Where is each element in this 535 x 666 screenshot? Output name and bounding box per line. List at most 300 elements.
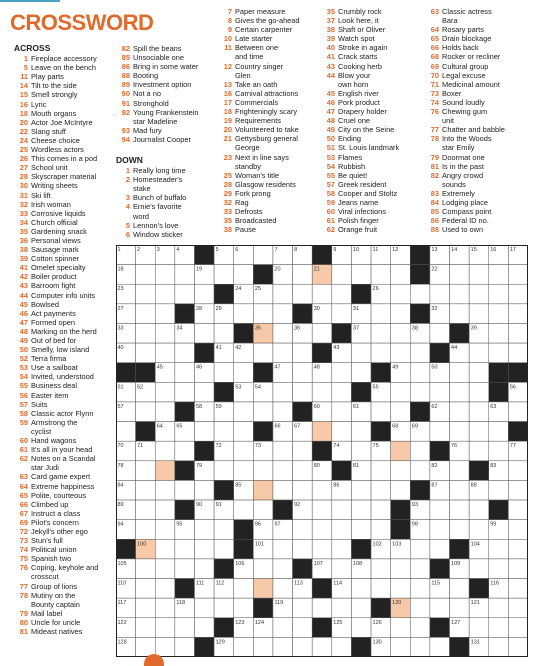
grid-cell[interactable] [175, 363, 195, 383]
grid-cell[interactable] [293, 539, 313, 559]
grid-cell[interactable] [234, 363, 254, 383]
clue-number: 90 [121, 89, 130, 99]
clue-text: Corrosive liquids [31, 208, 86, 218]
grid-cell[interactable] [489, 284, 509, 304]
grid-cell[interactable] [508, 480, 528, 500]
grid-cell[interactable] [136, 265, 156, 285]
grid-cell[interactable] [234, 402, 254, 422]
clue-number: 64 [19, 481, 28, 491]
grid-cell[interactable] [489, 598, 509, 618]
grid-cell[interactable] [508, 559, 528, 579]
grid-cell[interactable] [234, 265, 254, 285]
grid-cell[interactable] [273, 343, 293, 363]
down-clues-column-2 [218, 7, 318, 234]
grid-cell[interactable] [391, 559, 411, 579]
grid-cell[interactable] [450, 304, 470, 324]
grid-cell[interactable] [293, 520, 313, 540]
grid-number: 81 [352, 462, 360, 469]
grid-cell[interactable] [273, 323, 293, 343]
grid-cell[interactable] [253, 637, 273, 657]
grid-cell[interactable] [194, 520, 214, 540]
grid-cell[interactable] [253, 579, 273, 599]
grid-cell[interactable] [371, 343, 391, 363]
grid-cell[interactable] [351, 598, 371, 618]
grid-cell[interactable] [312, 539, 332, 559]
grid-cell[interactable] [293, 265, 313, 285]
grid-cell[interactable] [214, 422, 234, 442]
clue-text: Lyric [31, 99, 47, 109]
grid-cell[interactable] [273, 618, 293, 638]
grid-cell[interactable] [194, 598, 214, 618]
clue-item [321, 162, 423, 171]
grid-cell[interactable] [410, 637, 430, 657]
grid-cell[interactable] [469, 500, 489, 520]
grid-cell[interactable] [293, 382, 313, 402]
grid-cell[interactable] [450, 284, 470, 304]
grid-cell[interactable] [293, 284, 313, 304]
grid-cell[interactable] [508, 284, 528, 304]
grid-cell[interactable] [410, 579, 430, 599]
grid-cell[interactable] [351, 520, 371, 540]
grid-cell[interactable] [410, 618, 430, 638]
grid-cell[interactable] [136, 520, 156, 540]
grid-cell[interactable] [351, 363, 371, 383]
grid-cell[interactable] [312, 323, 332, 343]
grid-cell[interactable] [450, 598, 470, 618]
grid-cell[interactable] [469, 343, 489, 363]
grid-cell[interactable] [332, 598, 352, 618]
grid-cell[interactable] [371, 480, 391, 500]
grid-cell[interactable] [273, 402, 293, 422]
grid-cell[interactable] [469, 422, 489, 442]
grid-block [253, 363, 273, 383]
grid-cell[interactable] [234, 304, 254, 324]
grid-cell[interactable] [155, 598, 175, 618]
grid-cell[interactable] [430, 637, 450, 657]
grid-cell[interactable] [312, 480, 332, 500]
clue-item [321, 171, 423, 180]
grid-cell[interactable] [410, 539, 430, 559]
grid-cell[interactable] [371, 500, 391, 520]
clue-number: 28 [223, 179, 232, 189]
grid-cell[interactable] [430, 382, 450, 402]
grid-cell[interactable] [391, 618, 411, 638]
grid-cell[interactable] [214, 323, 234, 343]
grid-cell[interactable] [136, 480, 156, 500]
grid-cell[interactable] [214, 363, 234, 383]
clue-text: Stun's full [31, 536, 63, 546]
grid-cell[interactable] [136, 461, 156, 481]
clue-text: cyclist [31, 426, 52, 436]
grid-cell[interactable] [508, 323, 528, 343]
grid-cell[interactable] [253, 402, 273, 422]
clue-item [14, 127, 114, 136]
grid-cell[interactable] [391, 441, 411, 461]
grid-cell[interactable] [253, 461, 273, 481]
grid-cell[interactable] [391, 480, 411, 500]
grid-cell[interactable] [155, 559, 175, 579]
grid-cell[interactable] [391, 304, 411, 324]
grid-cell[interactable] [273, 461, 293, 481]
grid-cell[interactable] [469, 382, 489, 402]
clue-text: It's all in your head [31, 445, 93, 455]
grid-cell[interactable] [253, 343, 273, 363]
grid-cell[interactable] [430, 598, 450, 618]
grid-cell[interactable] [351, 343, 371, 363]
grid-cell[interactable] [508, 637, 528, 657]
grid-cell[interactable] [410, 598, 430, 618]
grid-number: 46 [195, 364, 203, 371]
grid-cell[interactable] [136, 618, 156, 638]
grid-cell[interactable] [312, 422, 332, 442]
grid-cell[interactable] [273, 480, 293, 500]
grid-cell[interactable] [450, 579, 470, 599]
grid-cell[interactable] [175, 559, 195, 579]
grid-cell[interactable] [312, 520, 332, 540]
grid-cell[interactable] [351, 500, 371, 520]
grid-cell[interactable] [489, 304, 509, 324]
grid-cell[interactable] [450, 520, 470, 540]
grid-cell[interactable] [136, 500, 156, 520]
grid-cell[interactable] [469, 265, 489, 285]
grid-cell[interactable] [155, 402, 175, 422]
grid-cell[interactable] [371, 323, 391, 343]
grid-cell[interactable] [489, 618, 509, 638]
grid-cell[interactable] [508, 343, 528, 363]
grid-cell[interactable] [469, 304, 489, 324]
grid-cell[interactable] [194, 618, 214, 638]
grid-cell[interactable] [450, 480, 470, 500]
grid-cell[interactable] [410, 461, 430, 481]
grid-cell[interactable] [430, 422, 450, 442]
grid-cell[interactable] [194, 382, 214, 402]
grid-cell[interactable] [508, 520, 528, 540]
grid-cell[interactable] [450, 363, 470, 383]
grid-cell[interactable] [253, 559, 273, 579]
grid-cell[interactable] [273, 539, 293, 559]
grid-cell[interactable] [489, 539, 509, 559]
grid-cell[interactable] [175, 284, 195, 304]
clue-item [14, 527, 114, 536]
clue-text: Smell strongly [31, 90, 78, 100]
grid-cell[interactable] [273, 441, 293, 461]
grid-block [450, 539, 470, 559]
clue-text: Bunch of buffalo [133, 193, 187, 203]
grid-block [332, 323, 352, 343]
grid-cell[interactable] [391, 265, 411, 285]
grid-cell[interactable] [332, 422, 352, 442]
grid-cell[interactable] [155, 265, 175, 285]
grid-cell[interactable] [469, 402, 489, 422]
grid-cell[interactable] [273, 284, 293, 304]
grid-cell[interactable] [508, 500, 528, 520]
grid-cell[interactable] [332, 520, 352, 540]
grid-cell[interactable] [273, 637, 293, 657]
grid-cell[interactable] [155, 343, 175, 363]
grid-cell[interactable] [391, 323, 411, 343]
grid-cell[interactable] [293, 441, 313, 461]
grid-cell[interactable] [234, 441, 254, 461]
grid-cell[interactable] [371, 304, 391, 324]
clue-text: Sausage mark [31, 245, 79, 255]
grid-cell[interactable] [155, 579, 175, 599]
grid-cell[interactable] [253, 304, 273, 324]
grid-cell[interactable] [489, 343, 509, 363]
grid-cell[interactable] [469, 520, 489, 540]
grid-cell[interactable] [469, 618, 489, 638]
grid-cell[interactable] [234, 422, 254, 442]
clue-item [425, 89, 531, 98]
grid-cell[interactable] [410, 559, 430, 579]
grid-cell[interactable] [293, 618, 313, 638]
grid-cell[interactable] [194, 422, 214, 442]
grid-cell[interactable] [391, 343, 411, 363]
grid-number: 126 [372, 619, 382, 626]
grid-cell[interactable] [391, 637, 411, 657]
grid-cell[interactable] [312, 284, 332, 304]
grid-cell[interactable] [214, 461, 234, 481]
grid-cell[interactable] [371, 559, 391, 579]
clue-item [218, 153, 318, 162]
grid-cell[interactable] [489, 441, 509, 461]
grid-number: 127 [451, 619, 461, 626]
grid-cell[interactable] [489, 637, 509, 657]
grid-cell[interactable] [194, 539, 214, 559]
grid-cell[interactable] [351, 441, 371, 461]
grid-cell[interactable] [371, 579, 391, 599]
grid-cell[interactable] [155, 618, 175, 638]
grid-cell[interactable] [430, 500, 450, 520]
clue-item [218, 71, 318, 80]
grid-cell[interactable] [155, 382, 175, 402]
grid-cell[interactable] [508, 265, 528, 285]
grid-cell[interactable] [489, 265, 509, 285]
grid-cell[interactable] [136, 598, 156, 618]
grid-cell[interactable] [136, 343, 156, 363]
grid-cell[interactable] [508, 579, 528, 599]
grid-cell[interactable] [391, 382, 411, 402]
grid-cell[interactable] [430, 323, 450, 343]
grid-cell[interactable] [371, 402, 391, 422]
grid-cell[interactable] [273, 382, 293, 402]
grid-cell[interactable] [194, 323, 214, 343]
grid-cell[interactable] [155, 304, 175, 324]
grid-cell[interactable] [410, 441, 430, 461]
grid-cell[interactable] [312, 382, 332, 402]
grid-cell[interactable] [253, 245, 273, 265]
grid-block [351, 637, 371, 657]
clue-text: Mouth organs [31, 108, 77, 118]
clue-text: Stronghold [133, 98, 169, 108]
grid-cell[interactable] [175, 382, 195, 402]
grid-cell[interactable] [293, 480, 313, 500]
grid-cell[interactable] [293, 461, 313, 481]
clue-item [425, 62, 531, 71]
clue-number: 3 [125, 193, 130, 203]
grid-cell[interactable] [332, 500, 352, 520]
grid-cell[interactable] [253, 500, 273, 520]
grid-cell[interactable] [155, 480, 175, 500]
grid-cell[interactable] [175, 539, 195, 559]
clue-text: Invited, understood [31, 372, 94, 382]
grid-cell[interactable] [489, 422, 509, 442]
grid-cell[interactable] [155, 323, 175, 343]
grid-cell[interactable] [293, 598, 313, 618]
grid-cell[interactable] [430, 284, 450, 304]
grid-number: 130 [372, 639, 382, 646]
grid-cell[interactable] [312, 598, 332, 618]
grid-cell[interactable] [469, 284, 489, 304]
grid-cell[interactable] [273, 304, 293, 324]
grid-cell[interactable] [410, 343, 430, 363]
grid-cell[interactable] [175, 637, 195, 657]
grid-cell[interactable] [489, 323, 509, 343]
clue-item [14, 63, 114, 72]
clue-text: Booting [133, 71, 159, 81]
grid-cell[interactable] [234, 579, 254, 599]
grid-cell[interactable] [175, 618, 195, 638]
grid-cell[interactable] [273, 559, 293, 579]
grid-cell[interactable] [253, 480, 273, 500]
grid-cell[interactable] [430, 539, 450, 559]
clue-number: 67 [19, 508, 28, 518]
clue-text: Suits [31, 399, 48, 409]
grid-cell[interactable] [450, 382, 470, 402]
grid-cell[interactable] [234, 461, 254, 481]
grid-cell[interactable] [489, 559, 509, 579]
grid-cell[interactable] [194, 284, 214, 304]
grid-cell[interactable] [508, 304, 528, 324]
grid-cell[interactable] [175, 343, 195, 363]
grid-cell[interactable] [194, 559, 214, 579]
grid-cell[interactable] [293, 637, 313, 657]
grid-cell[interactable] [175, 265, 195, 285]
grid-cell[interactable] [489, 480, 509, 500]
grid-cell[interactable] [116, 422, 136, 442]
grid-block [253, 598, 273, 618]
grid-cell[interactable] [469, 363, 489, 383]
grid-cell[interactable] [430, 520, 450, 540]
grid-cell[interactable] [332, 304, 352, 324]
grid-cell[interactable] [351, 265, 371, 285]
grid-cell[interactable] [332, 539, 352, 559]
grid-cell[interactable] [214, 265, 234, 285]
grid-cell[interactable] [469, 441, 489, 461]
grid-cell[interactable] [332, 402, 352, 422]
grid-cell[interactable] [332, 284, 352, 304]
crossword-grid[interactable] [116, 245, 528, 657]
grid-cell[interactable] [312, 500, 332, 520]
grid-cell[interactable] [450, 265, 470, 285]
grid-cell[interactable] [450, 402, 470, 422]
grid-cell[interactable] [410, 363, 430, 383]
grid-cell[interactable] [136, 402, 156, 422]
grid-cell[interactable] [214, 520, 234, 540]
clue-text: Bowlsed [31, 299, 59, 309]
grid-cell[interactable] [136, 284, 156, 304]
grid-cell[interactable] [136, 323, 156, 343]
down-header: DOWN [116, 155, 143, 165]
grid-cell[interactable] [234, 598, 254, 618]
grid-cell[interactable] [234, 637, 254, 657]
grid-cell[interactable] [234, 500, 254, 520]
grid-cell[interactable] [332, 559, 352, 579]
grid-cell[interactable] [214, 598, 234, 618]
grid-cell[interactable] [450, 461, 470, 481]
grid-cell[interactable] [194, 480, 214, 500]
grid-cell[interactable] [332, 265, 352, 285]
grid-cell[interactable] [351, 480, 371, 500]
grid-cell[interactable] [155, 441, 175, 461]
clue-number: 94 [121, 134, 130, 144]
grid-cell[interactable] [450, 422, 470, 442]
grid-cell[interactable] [391, 461, 411, 481]
grid-cell[interactable] [508, 402, 528, 422]
grid-cell[interactable] [175, 441, 195, 461]
grid-cell[interactable] [214, 539, 234, 559]
grid-cell[interactable] [371, 520, 391, 540]
grid-cell[interactable] [508, 461, 528, 481]
clue-item [425, 134, 531, 143]
grid-cell[interactable] [410, 284, 430, 304]
grid-cell[interactable] [508, 618, 528, 638]
clue-number: 44 [19, 290, 28, 300]
clue-number: 58 [19, 408, 28, 418]
grid-cell[interactable] [351, 579, 371, 599]
grid-cell[interactable] [508, 539, 528, 559]
grid-cell[interactable] [136, 559, 156, 579]
grid-cell[interactable] [508, 598, 528, 618]
grid-cell[interactable] [155, 284, 175, 304]
grid-cell[interactable] [155, 539, 175, 559]
grid-cell[interactable] [351, 422, 371, 442]
clue-number: 25 [223, 170, 232, 180]
clue-text: Take an oath [235, 79, 278, 89]
clue-item [218, 216, 318, 225]
grid-cell[interactable] [155, 461, 175, 481]
grid-cell[interactable] [371, 265, 391, 285]
grid-cell[interactable] [469, 559, 489, 579]
grid-cell[interactable] [273, 579, 293, 599]
grid-block [332, 461, 352, 481]
grid-cell[interactable] [332, 637, 352, 657]
grid-number: 64 [156, 423, 163, 430]
grid-cell[interactable] [391, 579, 411, 599]
grid-cell[interactable] [332, 382, 352, 402]
grid-cell[interactable] [175, 480, 195, 500]
grid-cell[interactable] [312, 637, 332, 657]
clue-item [14, 200, 114, 209]
grid-cell[interactable] [391, 402, 411, 422]
clue-text: Pork product [338, 97, 380, 107]
clue-text: St. Louis landmark [338, 143, 400, 153]
grid-cell[interactable] [155, 500, 175, 520]
clue-item [14, 509, 114, 518]
grid-cell[interactable] [410, 382, 430, 402]
grid-cell[interactable] [371, 461, 391, 481]
grid-cell[interactable] [351, 618, 371, 638]
clue-item [14, 245, 114, 254]
grid-cell[interactable] [332, 363, 352, 383]
grid-cell[interactable] [155, 520, 175, 540]
grid-cell[interactable] [450, 500, 470, 520]
grid-cell[interactable] [293, 343, 313, 363]
grid-cell[interactable] [136, 304, 156, 324]
grid-cell[interactable] [391, 284, 411, 304]
clue-item [14, 272, 114, 281]
grid-cell[interactable] [293, 363, 313, 383]
grid-cell[interactable] [136, 579, 156, 599]
